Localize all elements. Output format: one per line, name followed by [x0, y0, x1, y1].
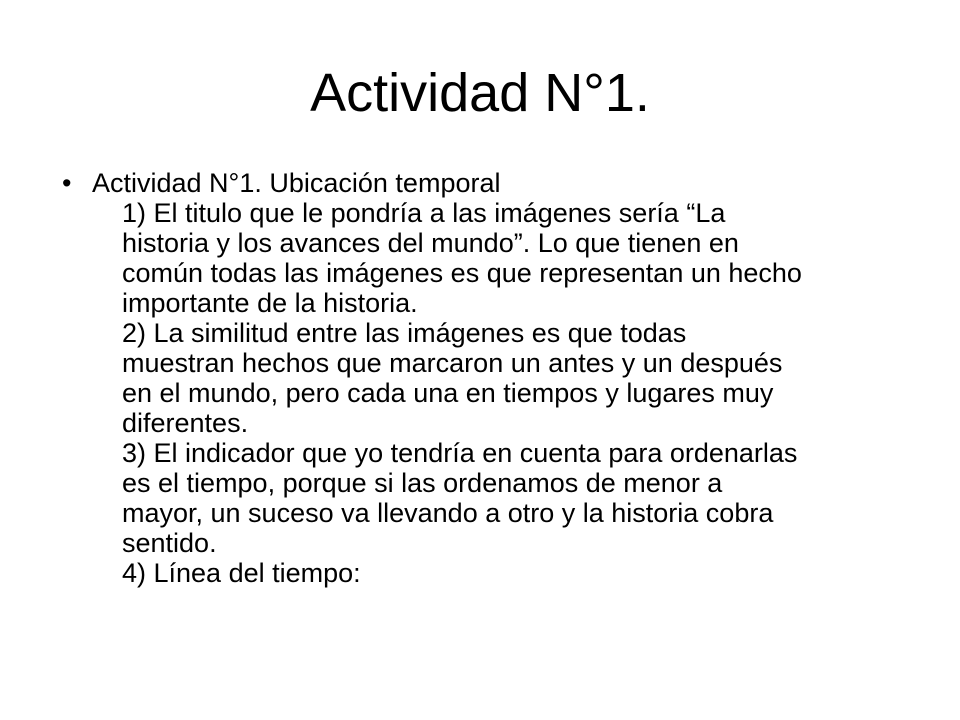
body-line: 1) El titulo que le pondría a las imágenes sería “La: [122, 198, 726, 228]
body-line: es el tiempo, porque si las ordenamos de menor a: [122, 468, 723, 498]
slide-title: Actividad N°1.: [310, 63, 650, 123]
body-line: muestran hechos que marcaron un antes y un después: [122, 348, 783, 378]
body-line: en el mundo, pero cada una en tiempos y lugares muy: [122, 378, 774, 408]
body-line: importante de la historia.: [122, 288, 418, 318]
body-line: 2) La similitud entre las imágenes es que todas: [122, 318, 687, 348]
body-line: historia y los avances del mundo”. Lo que tienen en: [122, 228, 739, 258]
bullet-dot-icon: •: [62, 168, 72, 198]
body-line: mayor, un suceso va llevando a otro y la historia cobra: [122, 498, 774, 528]
body-line: sentido.: [122, 528, 217, 558]
bullet-list: [62, 168, 912, 588]
body-line: diferentes.: [122, 408, 249, 438]
bullet-heading: Actividad N°1. Ubicación temporal: [92, 168, 501, 198]
bullet-item: [62, 168, 912, 588]
body-line: 3) El indicador que yo tendría en cuenta para ordenarlas: [122, 438, 798, 468]
body-line: 4) Línea del tiempo:: [122, 558, 361, 588]
body-line: común todas las imágenes es que representan un hecho: [122, 258, 802, 288]
